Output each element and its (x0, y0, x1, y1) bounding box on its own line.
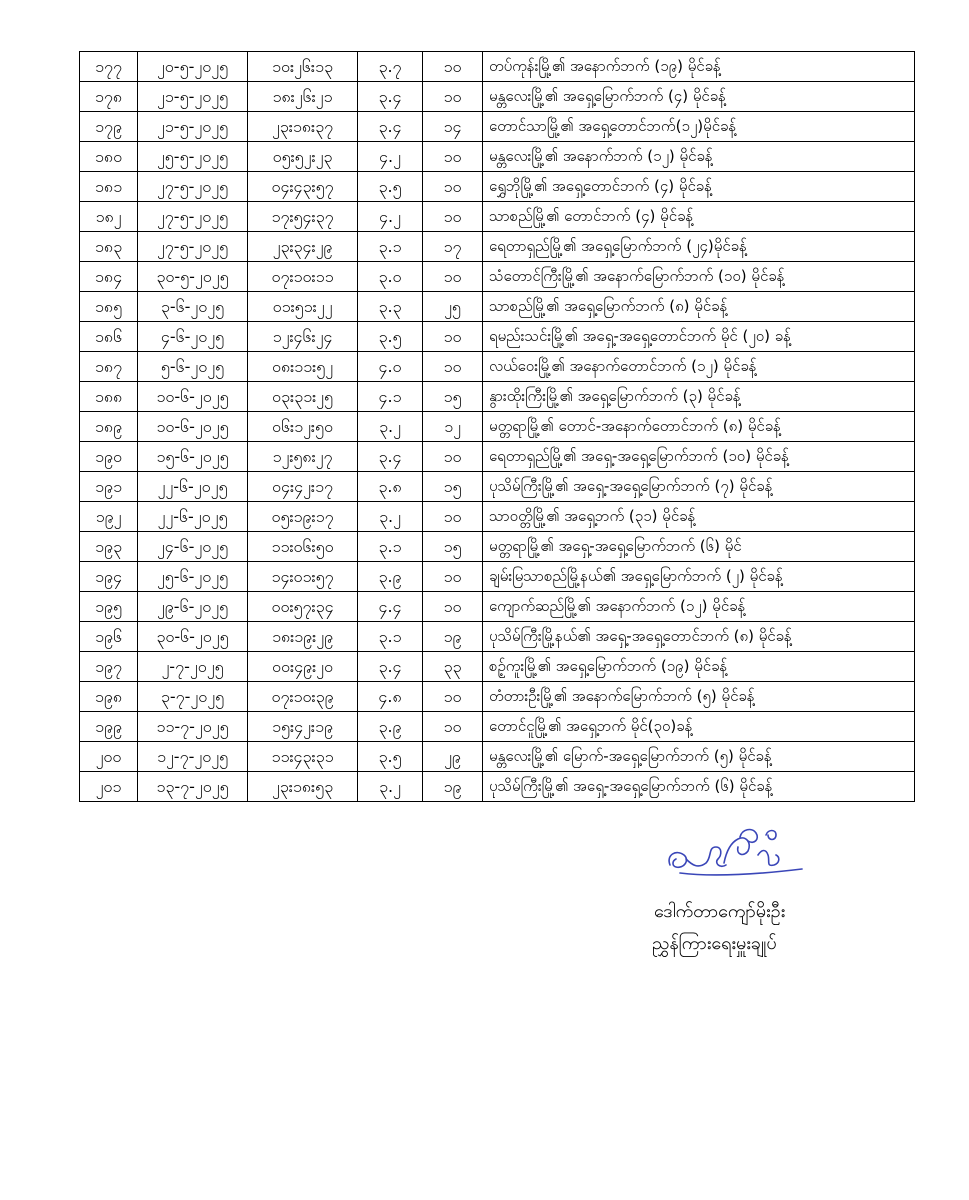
cell-number: ၁၉၂ (80, 502, 138, 532)
table-row (80, 772, 915, 802)
cell-location: ပုသိမ်ကြီးမြို့၏ အရှေ့-အရှေ့မြောက်ဘက် (၆) မိုင်ခန့် (483, 772, 915, 802)
cell-depth: ၁၀ (423, 592, 483, 622)
cell-time: ၁၅း၄၂း၁၉ (248, 712, 358, 742)
cell-time: ၁၀း၂၆း၁၃ (248, 52, 358, 82)
cell-date: ၂၉-၆-၂၀၂၅ (138, 592, 248, 622)
cell-depth: ၁၀ (423, 262, 483, 292)
cell-depth: ၁၀ (423, 712, 483, 742)
cell-location: သာစည်မြို့၏ အရှေ့မြောက်ဘက် (၈) မိုင်ခန့် (483, 292, 915, 322)
cell-number: ၁၉၈ (80, 682, 138, 712)
cell-depth: ၁၀ (423, 442, 483, 472)
cell-magnitude: ၃.၉ (358, 562, 423, 592)
cell-location: သံတောင်ကြီးမြို့၏ အနောက်မြောက်ဘက် (၁၀) မိုင်ခန့် (483, 262, 915, 292)
cell-depth: ၁၅ (423, 382, 483, 412)
cell-magnitude: ၃.၁ (358, 232, 423, 262)
cell-number: ၁၉၉ (80, 712, 138, 742)
cell-time: ၀၀း၅၇း၃၄ (248, 592, 358, 622)
cell-magnitude: ၄.၁ (358, 382, 423, 412)
cell-date: ၂၁-၅-၂၀၂၅ (138, 82, 248, 112)
cell-time: ၀၆း၁၂း၅၀ (248, 412, 358, 442)
cell-time: ၀၄း၄၂း၁၇ (248, 472, 358, 502)
cell-number: ၁၈၄ (80, 262, 138, 292)
cell-number: ၁၈၀ (80, 142, 138, 172)
cell-number: ၁၈၆ (80, 322, 138, 352)
cell-time: ၀၅း၁၉း၁၇ (248, 502, 358, 532)
cell-time: ၁၇း၅၄း၃၇ (248, 202, 358, 232)
cell-number: ၁၇၉ (80, 112, 138, 142)
cell-date: ၅-၆-၂၀၂၅ (138, 352, 248, 382)
cell-number: ၁၈၈ (80, 382, 138, 412)
cell-date: ၃၀-၆-၂၀၂၅ (138, 622, 248, 652)
cell-number: ၁၈၃ (80, 232, 138, 262)
cell-magnitude: ၃.၁ (358, 532, 423, 562)
cell-location: ပုသိမ်ကြီးမြို့၏ အရှေ့-အရှေ့မြောက်ဘက် (၇) မိုင်ခန့် (483, 472, 915, 502)
cell-depth: ၁၀ (423, 562, 483, 592)
cell-magnitude: ၄.၀ (358, 352, 423, 382)
table-row (80, 532, 915, 562)
signer-name: ဒေါက်တာကျော်မိုးဦး (654, 901, 786, 922)
cell-depth: ၁၇ (423, 232, 483, 262)
cell-time: ၀၀း၄၉း၂၀ (248, 652, 358, 682)
cell-location: မတ္တရာမြို့၏ တောင်-အနောက်တောင်ဘက် (၈) မိုင်ခန့် (483, 412, 915, 442)
cell-time: ၁၄း၀၁း၅၇ (248, 562, 358, 592)
cell-time: ၂၃း၁၈း၃၇ (248, 112, 358, 142)
cell-number: ၁၉၀ (80, 442, 138, 472)
table-row (80, 412, 915, 442)
table-row (80, 142, 915, 172)
cell-time: ၀၇း၁၀း၁၁ (248, 262, 358, 292)
table-row (80, 472, 915, 502)
cell-magnitude: ၃.၇ (358, 52, 423, 82)
cell-date: ၃-၇-၂၀၂၅ (138, 682, 248, 712)
cell-time: ၂၃း၁၈း၅၃ (248, 772, 358, 802)
cell-magnitude: ၃.၉ (358, 712, 423, 742)
cell-time: ၂၃း၃၄း၂၉ (248, 232, 358, 262)
cell-depth: ၁၅ (423, 532, 483, 562)
cell-date: ၂၂-၆-၂၀၂၅ (138, 502, 248, 532)
table-row (80, 592, 915, 622)
cell-number: ၁၉၆ (80, 622, 138, 652)
cell-depth: ၁၀ (423, 682, 483, 712)
cell-magnitude: ၃.၃ (358, 292, 423, 322)
cell-date: ၂၅-၅-၂၀၂၅ (138, 142, 248, 172)
cell-number: ၁၈၅ (80, 292, 138, 322)
cell-date: ၂၄-၆-၂၀၂၅ (138, 532, 248, 562)
cell-time: ၀၃း၃၁း၂၅ (248, 382, 358, 412)
cell-magnitude: ၄.၈ (358, 682, 423, 712)
cell-number: ၁၉၇ (80, 652, 138, 682)
cell-date: ၁၃-၇-၂၀၂၅ (138, 772, 248, 802)
table-row (80, 202, 915, 232)
cell-date: ၁၅-၆-၂၀၂၅ (138, 442, 248, 472)
cell-magnitude: ၃.၀ (358, 262, 423, 292)
cell-depth: ၂၅ (423, 292, 483, 322)
table-row (80, 322, 915, 352)
cell-date: ၂၇-၅-၂၀၂၅ (138, 202, 248, 232)
table-row (80, 112, 915, 142)
cell-depth: ၁၉ (423, 772, 483, 802)
cell-location: ကျောက်ဆည်မြို့၏ အနောက်ဘက် (၁၂) မိုင်ခန့် (483, 592, 915, 622)
cell-date: ၄-၆-၂၀၂၅ (138, 322, 248, 352)
cell-depth: ၁၀ (423, 82, 483, 112)
cell-location: တံတားဦးမြို့၏ အနောက်မြောက်ဘက် (၅) မိုင်ခန့် (483, 682, 915, 712)
table-row (80, 52, 915, 82)
cell-date: ၃၀-၅-၂၀၂၅ (138, 262, 248, 292)
cell-number: ၁၈၉ (80, 412, 138, 442)
cell-number: ၁၉၅ (80, 592, 138, 622)
cell-date: ၂၂-၆-၂၀၂၅ (138, 472, 248, 502)
cell-date: ၂၀-၅-၂၀၂၅ (138, 52, 248, 82)
cell-number: ၁၈၇ (80, 352, 138, 382)
cell-location: တောင်ငူမြို့၏ အရှေ့ဘက် မိုင်(၃၀)ခန့် (483, 712, 915, 742)
cell-location: မန္တလေးမြို့၏ အရှေ့မြောက်ဘက် (၄) မိုင်ခန့် (483, 82, 915, 112)
cell-depth: ၁၀ (423, 52, 483, 82)
cell-location: ရေတာရှည်မြို့၏ အရှေ့-အရှေ့မြောက်ဘက် (၁၀) မိုင်ခန့် (483, 442, 915, 472)
cell-location: ပုသိမ်ကြီးမြို့နယ်၏ အရှေ့-အရှေ့တောင်ဘက် (၈) မိုင်ခန့် (483, 622, 915, 652)
cell-magnitude: ၄.၄ (358, 592, 423, 622)
cell-magnitude: ၃.၁ (358, 622, 423, 652)
cell-date: ၃-၆-၂၀၂၅ (138, 292, 248, 322)
cell-depth: ၁၀ (423, 502, 483, 532)
cell-time: ၁၁း၄၃း၃၁ (248, 742, 358, 772)
cell-depth: ၂၉ (423, 742, 483, 772)
cell-location: တပ်ကုန်းမြို့၏ အနောက်ဘက် (၁၉) မိုင်ခန့် (483, 52, 915, 82)
cell-magnitude: ၄.၂ (358, 202, 423, 232)
handwritten-signature (662, 825, 812, 887)
cell-location: လယ်ဝေးမြို့၏ အနောက်တောင်ဘက် (၁၂) မိုင်ခန့် (483, 352, 915, 382)
table-row (80, 502, 915, 532)
cell-location: ချမ်းမြသာစည်မြို့နယ်၏ အရှေ့မြောက်ဘက် (၂) မိုင်ခန့် (483, 562, 915, 592)
cell-magnitude: ၃.၄ (358, 442, 423, 472)
table-row (80, 742, 915, 772)
cell-magnitude: ၃.၂ (358, 412, 423, 442)
cell-location: မန္တလေးမြို့၏ မြောက်-အရှေ့မြောက်ဘက် (၅) မိုင်ခန့် (483, 742, 915, 772)
cell-location: သာစည်မြို့၏ တောင်ဘက် (၄) မိုင်ခန့် (483, 202, 915, 232)
cell-magnitude: ၃.၅ (358, 322, 423, 352)
cell-magnitude: ၃.၂ (358, 772, 423, 802)
cell-time: ၁၂း၄၆း၂၄ (248, 322, 358, 352)
cell-time: ၀၈း၁၁း၅၂ (248, 352, 358, 382)
cell-date: ၁၁-၇-၂၀၂၅ (138, 712, 248, 742)
cell-time: ၀၇း၁၀း၃၉ (248, 682, 358, 712)
cell-depth: ၁၀ (423, 172, 483, 202)
cell-number: ၁၈၂ (80, 202, 138, 232)
table-row (80, 82, 915, 112)
cell-date: ၂၁-၅-၂၀၂၅ (138, 112, 248, 142)
cell-depth: ၃၃ (423, 652, 483, 682)
table-row (80, 652, 915, 682)
cell-number: ၂၀၀ (80, 742, 138, 772)
cell-location: သာဝတ္တိမြို့၏ အရှေ့ဘက် (၃၁) မိုင်ခန့် (483, 502, 915, 532)
cell-magnitude: ၃.၅ (358, 742, 423, 772)
table-row (80, 712, 915, 742)
table-row (80, 292, 915, 322)
cell-time: ၀၁း၅၁း၂၂ (248, 292, 358, 322)
cell-number: ၁၈၁ (80, 172, 138, 202)
table-row (80, 622, 915, 652)
cell-number: ၁၉၁ (80, 472, 138, 502)
cell-date: ၂၇-၅-၂၀၂၅ (138, 232, 248, 262)
table-row (80, 382, 915, 412)
cell-number: ၁၇၈ (80, 82, 138, 112)
cell-number: ၁၉၄ (80, 562, 138, 592)
cell-location: စဉ့်ကူးမြို့၏ အရှေ့မြောက်ဘက် (၁၉) မိုင်ခန့် (483, 652, 915, 682)
table-row (80, 442, 915, 472)
cell-date: ၁၂-၇-၂၀၂၅ (138, 742, 248, 772)
cell-depth: ၁၀ (423, 352, 483, 382)
table-row (80, 172, 915, 202)
cell-time: ၀၅း၅၂း၂၃ (248, 142, 358, 172)
cell-location: နွားထိုးကြီးမြို့၏ အရှေ့မြောက်ဘက် (၃) မိုင်ခန့် (483, 382, 915, 412)
cell-magnitude: ၃.၄ (358, 112, 423, 142)
cell-date: ၁၀-၆-၂၀၂၅ (138, 412, 248, 442)
cell-depth: ၁၂ (423, 412, 483, 442)
cell-date: ၂၅-၆-၂၀၂၅ (138, 562, 248, 592)
cell-location: မန္တလေးမြို့၏ အနောက်ဘက် (၁၂) မိုင်ခန့် (483, 142, 915, 172)
cell-depth: ၁၉ (423, 622, 483, 652)
cell-magnitude: ၃.၂ (358, 502, 423, 532)
table-row (80, 682, 915, 712)
table-row (80, 562, 915, 592)
cell-number: ၂၀၁ (80, 772, 138, 802)
cell-magnitude: ၃.၄ (358, 652, 423, 682)
cell-depth: ၁၄ (423, 112, 483, 142)
cell-location: ရေတာရှည်မြို့၏ အရှေ့မြောက်ဘက် (၂၄)မိုင်ခန့် (483, 232, 915, 262)
earthquake-table-body (80, 52, 915, 802)
table-row (80, 232, 915, 262)
cell-location: တောင်သာမြို့၏ အရှေ့တောင်ဘက်(၁၂)မိုင်ခန့် (483, 112, 915, 142)
cell-magnitude: ၃.၈ (358, 472, 423, 502)
cell-magnitude: ၃.၄ (358, 82, 423, 112)
table-row (80, 262, 915, 292)
cell-date: ၂၇-၅-၂၀၂၅ (138, 172, 248, 202)
cell-time: ၀၄း၄၃း၅၇ (248, 172, 358, 202)
cell-date: ၂-၇-၂၀၂၅ (138, 652, 248, 682)
cell-number: ၁၉၃ (80, 532, 138, 562)
cell-date: ၁၀-၆-၂၀၂၅ (138, 382, 248, 412)
earthquake-table (79, 51, 915, 802)
cell-time: ၁၁း၀၆း၅၀ (248, 532, 358, 562)
cell-location: ရမည်းသင်းမြို့၏ အရှေ့-အရှေ့တောင်ဘက် မိုင် (၂၀) ခန့် (483, 322, 915, 352)
cell-depth: ၁၀ (423, 322, 483, 352)
cell-time: ၁၈း၂၆း၂၁ (248, 82, 358, 112)
cell-time: ၁၈း၁၉း၂၉ (248, 622, 358, 652)
cell-number: ၁၇၇ (80, 52, 138, 82)
cell-location: မတ္တရာမြို့၏ အရှေ့-အရှေ့မြောက်ဘက် (၆) မိုင် (483, 532, 915, 562)
cell-location: ရွှေဘိုမြို့၏ အရှေ့တောင်ဘက် (၄) မိုင်ခန့် (483, 172, 915, 202)
cell-magnitude: ၃.၅ (358, 172, 423, 202)
cell-depth: ၁၀ (423, 142, 483, 172)
table-row (80, 352, 915, 382)
cell-time: ၁၂း၅၈း၂၇ (248, 442, 358, 472)
signer-title: ညွှန်ကြားရေးမှူးချုပ် (652, 933, 777, 954)
cell-depth: ၁၀ (423, 202, 483, 232)
cell-magnitude: ၄.၂ (358, 142, 423, 172)
cell-depth: ၁၅ (423, 472, 483, 502)
